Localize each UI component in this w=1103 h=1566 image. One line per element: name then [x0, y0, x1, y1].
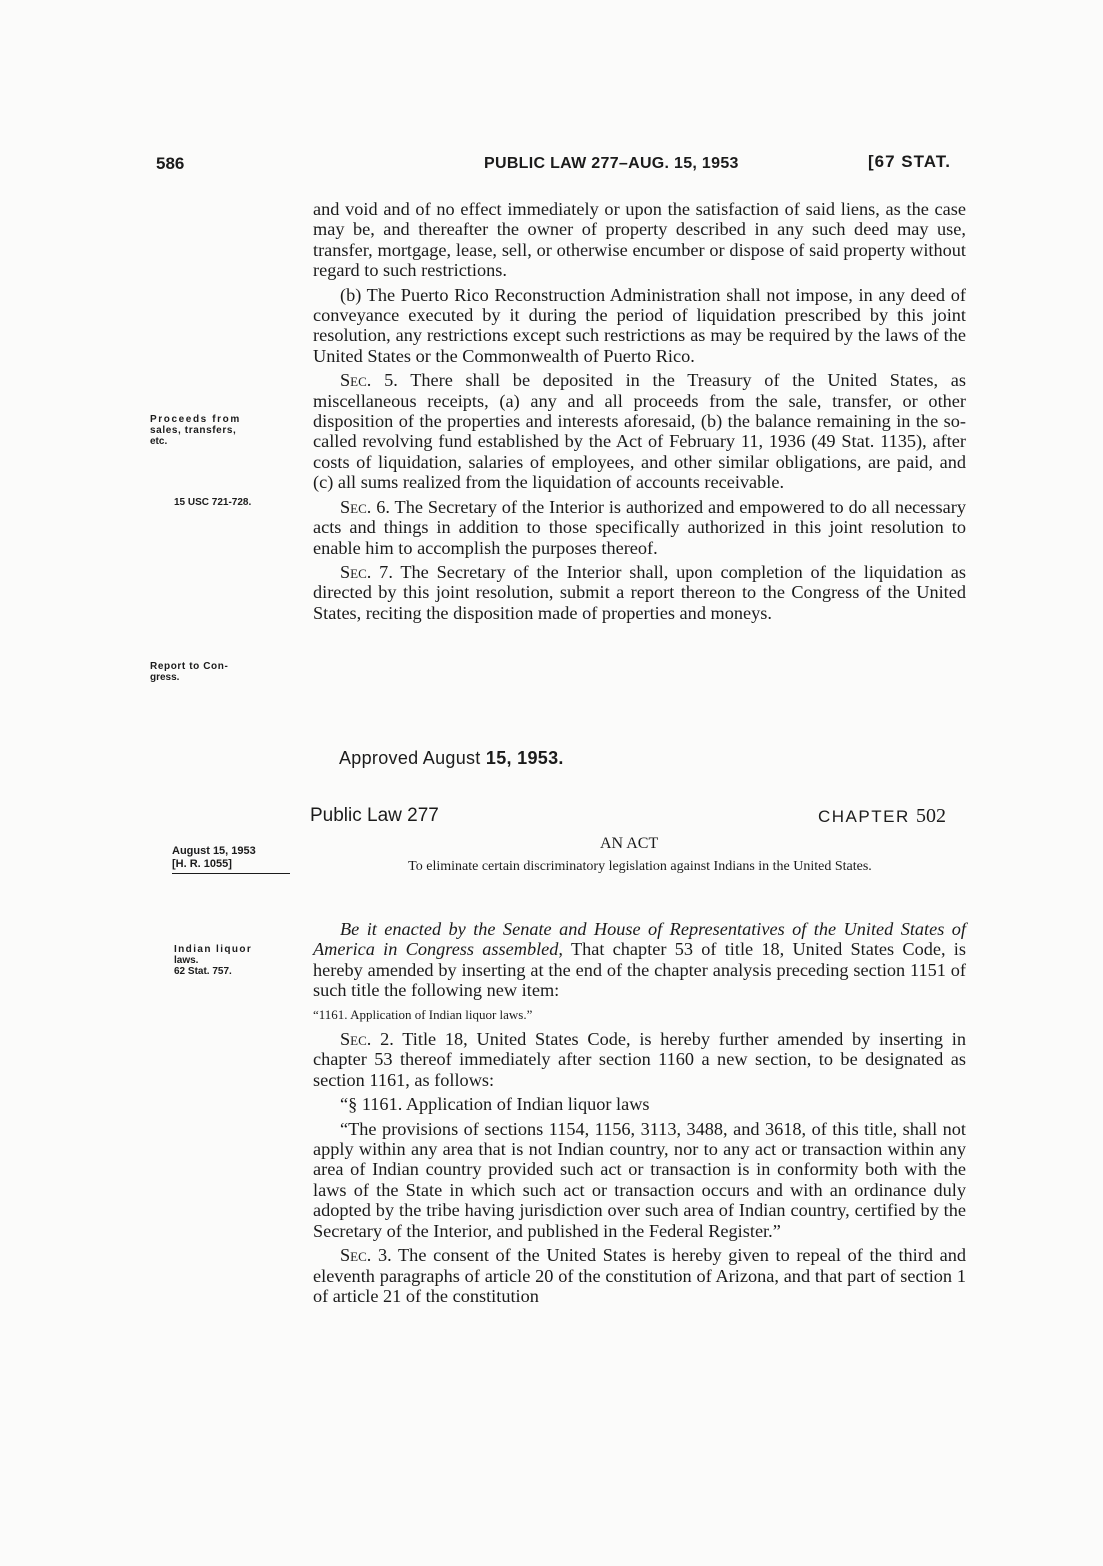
- enacting-italic: Be it enacted by the Senate and House of Representatives of the United States of America in Congress assembled,: [313, 919, 966, 960]
- section-label: Sec.: [340, 496, 372, 517]
- section-6: [313, 497, 966, 558]
- section-2: [313, 1029, 966, 1090]
- paragraph-continued: and void and of no effect immediately or upon the satisfaction of said liens, as the case may be, and thereafter the owner of property described in any such deed may use, transfer, mortgage, lease, sell, or otherwise encumber or dispose of said property without regard to such restrictions.: [313, 199, 966, 281]
- running-head: PUBLIC LAW 277–AUG. 15, 1953: [484, 155, 739, 172]
- margin-note-indian-liquor: Indian liquor laws. 62 Stat. 757.: [174, 944, 253, 977]
- quoted-item: “1161. Application of Indian liquor laws.”: [313, 1006, 533, 1022]
- section-label: Sec.: [340, 561, 372, 582]
- act-purpose: To eliminate certain discriminatory legislation against Indians in the United States.: [408, 859, 872, 874]
- enactment-date: August 15, 1953: [172, 845, 256, 857]
- section-6-text: 6. The Secretary of the Interior is authorized and empowered to do all necessary acts and things in addition to those specifically authorized in this joint resolution to enable him to accomplish the purposes thereof.: [313, 496, 966, 558]
- section-label: Sec.: [340, 1245, 372, 1266]
- section-label: Sec.: [340, 1029, 372, 1050]
- enacting-text: That chapter 53 of title 18, United States Code, is hereby amended by inserting at the end of the chapter analysis preceding section 1151 of such title the following new item:: [313, 939, 966, 1001]
- section-label: Sec.: [340, 370, 372, 391]
- section-5-text: 5. There shall be deposited in the Treasury of the United States, as miscellaneous receipts, (a) any and all proceeds from the sale, transfer, or other disposition of the properties and interests aforesaid, (b) the balance remaining in the so-called revolving fund established by the Act of February 11, 1936 (49 Stat. 1135), after costs of liquidation, salaries of employees, and other similar obligations, are paid, and (c) all sums realized from the liquidation of accounts receivable.: [313, 370, 966, 493]
- section-5: [313, 370, 966, 492]
- section-2-text: 2. Title 18, United States Code, is hereby further amended by inserting in chapter 53 thereof immediately after section 1160 a new section, to be designated as section 1161, as follows:: [313, 1029, 966, 1090]
- divider: [172, 873, 290, 874]
- section-heading-quote: “§ 1161. Application of Indian liquor laws: [340, 1094, 650, 1115]
- margin-note-proceeds: Proceeds from sales, transfers, etc.: [150, 414, 241, 447]
- section-3: [313, 1245, 966, 1306]
- enactment-date-block: [172, 845, 290, 874]
- enacting-clause: [313, 919, 966, 1001]
- section-7: [313, 562, 966, 623]
- chapter-heading: CHAPTER 502: [818, 805, 946, 827]
- paragraph-b: (b) The Puerto Rico Reconstruction Administration shall not impose, in any deed of conveyance executed by it during the period of liquidation prescribed by this joint resolution, any restrictions except such restrictions as may be required by the laws of the United States or the Commonwealth of Puerto Rico.: [313, 284, 966, 366]
- margin-note-usc: 15 USC 721-728.: [174, 497, 252, 508]
- margin-note-report: Report to Con- gress.: [150, 661, 229, 683]
- public-law-title: Public Law 277: [310, 805, 439, 826]
- act-title: AN ACT: [600, 835, 659, 852]
- act-body: [313, 919, 966, 1310]
- section-3-text: 3. The consent of the United States is hereby given to repeal of the third and eleventh paragraphs of article 20 of the constitution of Arizona, and that part of section 1 of article 21 of the constitution: [313, 1245, 966, 1306]
- quoted-provision: “The provisions of sections 1154, 1156, 3113, 3488, and 3618, of this title, shall not apply within any area that is not Indian country, nor to any act or transaction within any area of Indian country provided such act or transaction is in conformity both with the laws of the State in which such act or transaction occurs and with an ordinance duly adopted by the tribe having jurisdiction over such area of Indian country, certified by the Secretary of the Interior, and published in the Federal Register.”: [313, 1118, 966, 1241]
- bill-number: [H. R. 1055]: [172, 858, 232, 870]
- page-number: 586: [156, 154, 185, 173]
- volume-reference: [67 STAT.: [868, 152, 951, 171]
- continued-text-block: [313, 199, 966, 627]
- approval-line: Approved August 15, 1953.: [339, 748, 564, 768]
- section-7-text: 7. The Secretary of the Interior shall, upon completion of the liquidation as directed by this joint resolution, submit a report thereon to the Congress of the United States, reciting the disposition made of properties and moneys.: [313, 561, 966, 623]
